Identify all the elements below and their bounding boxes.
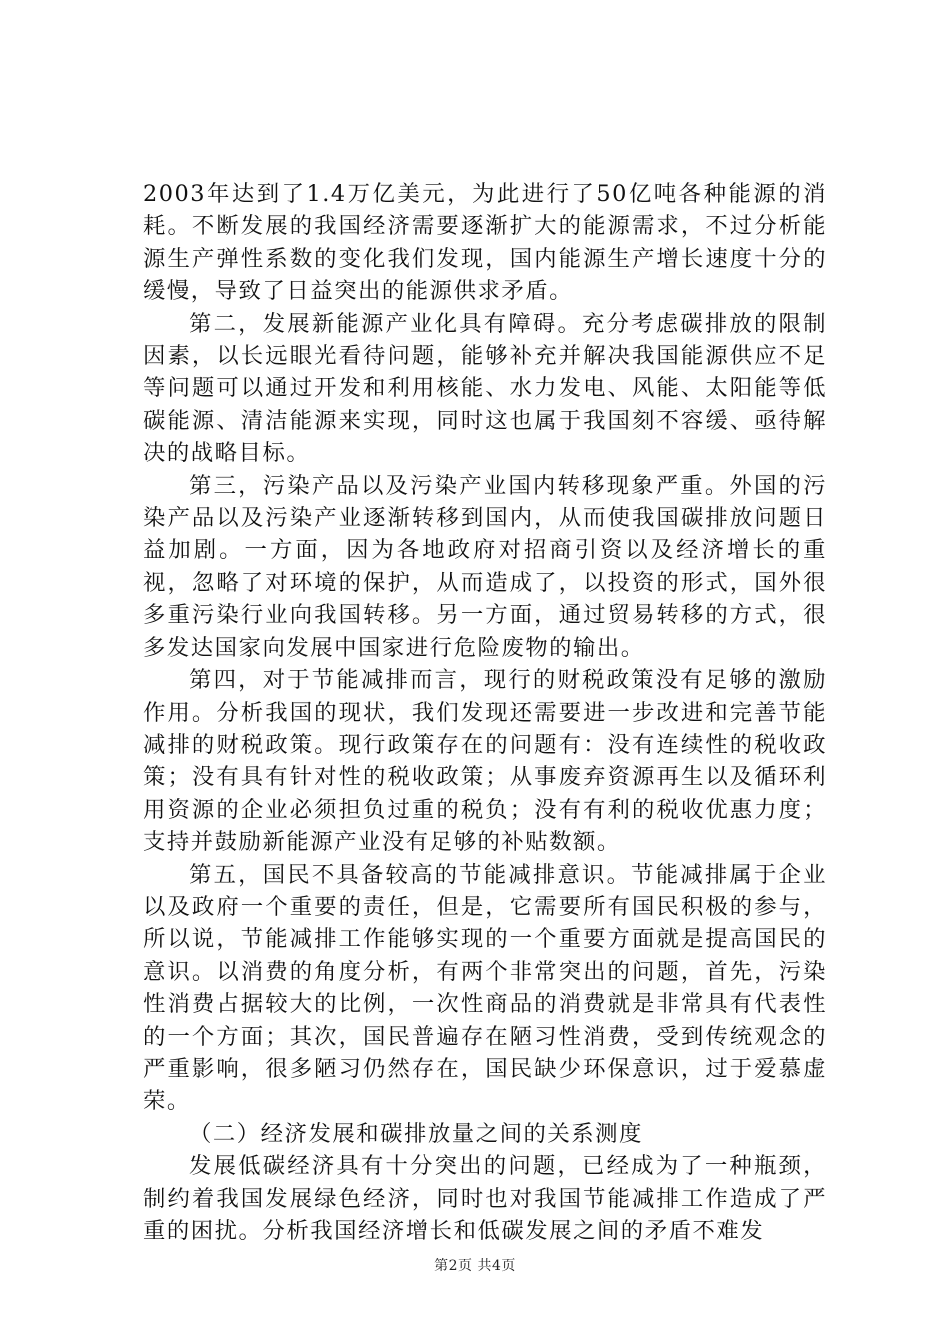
paragraph-third-point: 第三，污染产品以及污染产业国内转移现象严重。外国的污染产品以及污染产业逐渐转移到国内，从而使我国碳排放问题日益加剧。一方面，因为各地政府对招商引资以及经济增长的重视，忽略了对环境的保护，从而造成了，以投资的形式，国外很多重污染行业向我国转移。另一方面，通过贸易转移的方式，很多发达国家向发展中国家进行危险废物的输出。 [143, 472, 827, 661]
page-footer: 第2页 共4页 [434, 1258, 516, 1274]
paragraph-second-point: 第二，发展新能源产业化具有障碍。充分考虑碳排放的限制因素，以长远眼光看待问题，能够补充并解决我国能源供应不足等问题可以通过开发和利用核能、水力发电、风能、太阳能等低碳能源、清洁能源来实现，同时这也属于我国刻不容缓、亟待解决的战略目标。 [143, 310, 827, 467]
paragraph-fourth-point: 第四，对于节能减排而言，现行的财税政策没有足够的激励作用。分析我国的现状，我们发现还需要进一步改进和完善节能减排的财税政策。现行政策存在的问题有：没有连续性的税收政策；没有具有针对性的税收政策；从事废弃资源再生以及循环利用资源的企业必须担负过重的税负；没有有利的税收优惠力度；支持并鼓励新能源产业没有足够的补贴数额。 [143, 667, 827, 856]
section-heading: （二）经济发展和碳排放量之间的关系测度 [189, 1120, 643, 1147]
paragraph-continuation: 2003年达到了1.4万亿美元，为此进行了50亿吨各种能源的消耗。不断发展的我国经济需要逐渐扩大的能源需求，不过分析能源生产弹性系数的变化我们发现，国内能源生产增长速度十分的缓慢，导致了日益突出的能源供求矛盾。 [143, 181, 827, 305]
paragraph-section-intro: 发展低碳经济具有十分突出的问题，已经成为了一种瓶颈，制约着我国发展绿色经济，同时也对我国节能减排工作造成了严重的困扰。分析我国经济增长和低碳发展之间的矛盾不难发 [143, 1153, 827, 1244]
document-body [143, 178, 827, 1247]
paragraph-fifth-point: 第五，国民不具备较高的节能减排意识。节能减排属于企业以及政府一个重要的责任，但是，它需要所有国民积极的参与，所以说，节能减排工作能够实现的一个重要方面就是提高国民的意识。以消费的角度分析，有两个非常突出的问题，首先，污染性消费占据较大的比例，一次性商品的消费就是非常具有代表性的一个方面；其次，国民普遍存在陋习性消费，受到传统观念的严重影响，很多陋习仍然存在，国民缺少环保意识，过于爱慕虚荣。 [143, 861, 827, 1115]
